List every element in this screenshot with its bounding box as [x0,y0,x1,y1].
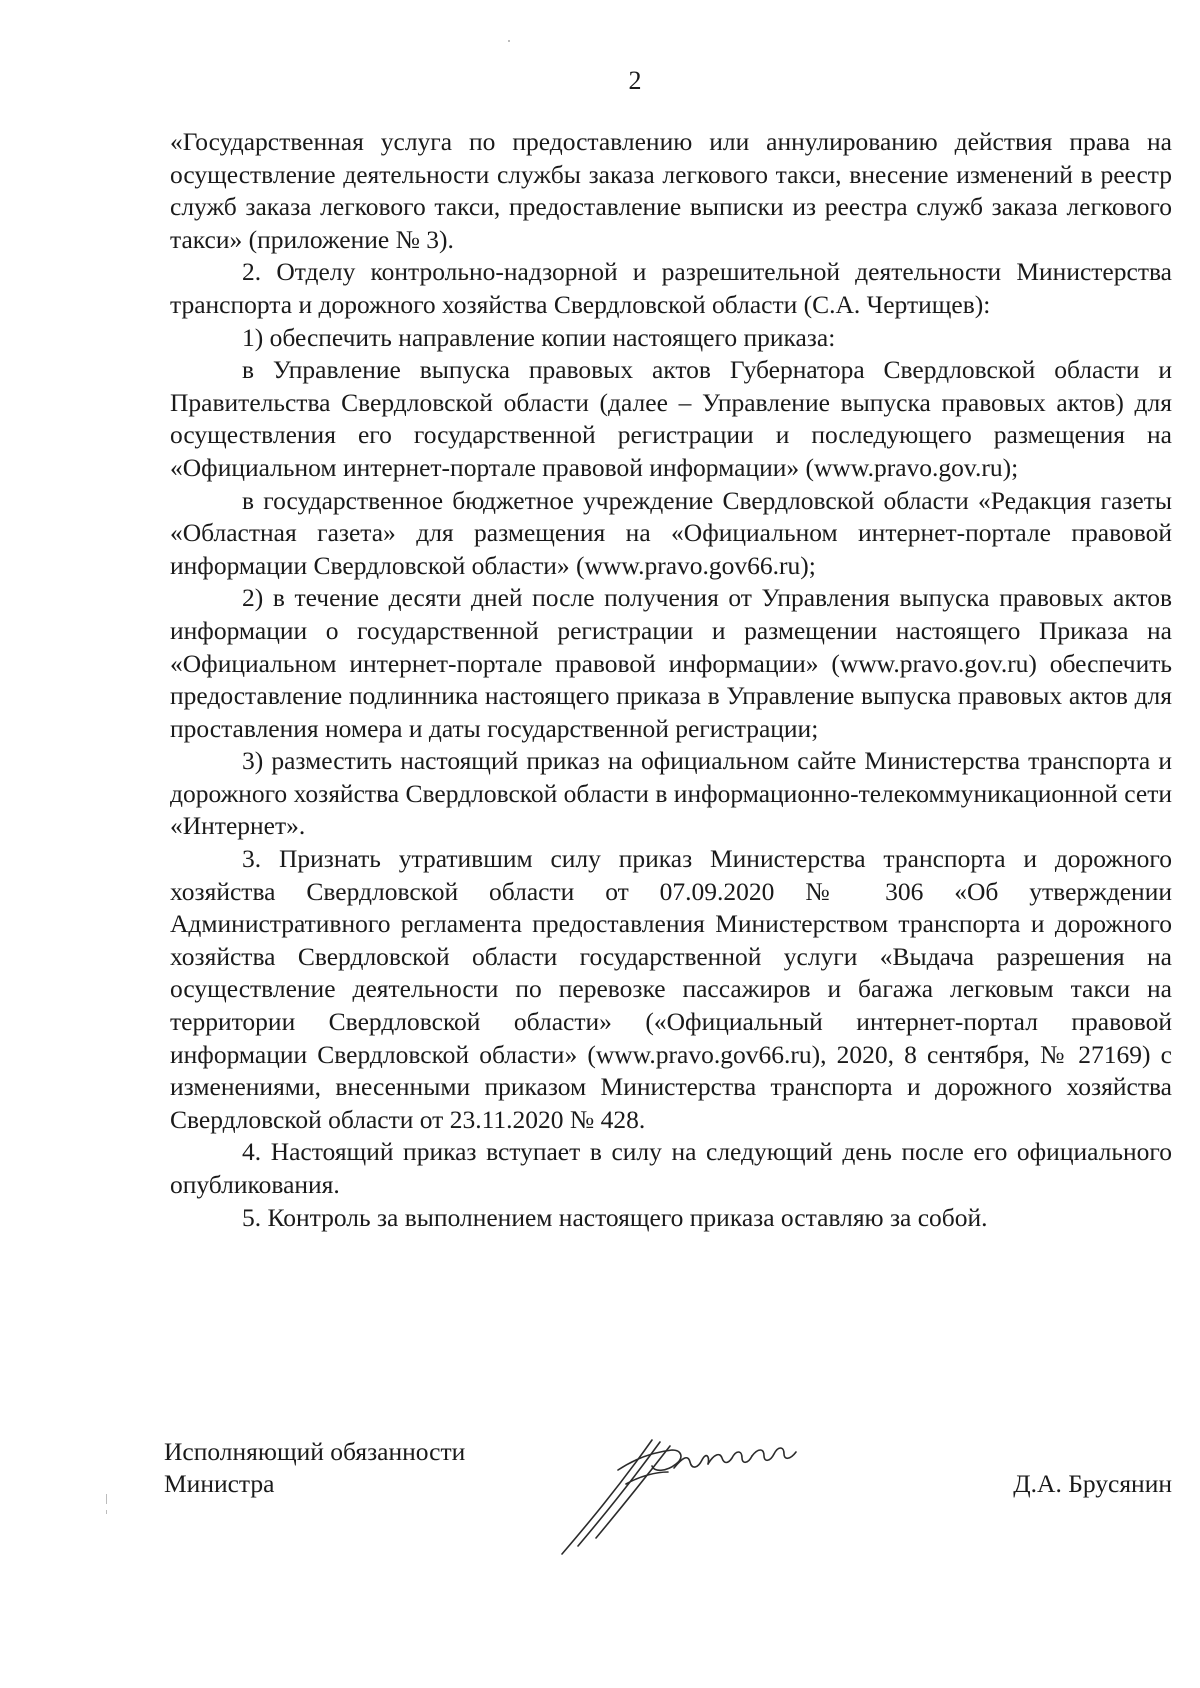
paragraph-item-3: 3. Признать утратившим силу приказ Министерства транспорта и дорожного хозяйства Свердловской области от 07.09.2020 № 306 «Об утверждении Административного регламента предоставления Министерством транспорта и дорожного хозяйства Свердловской области государственной услуги «Выдача разрешения на осуществление деятельности по перевозке пассажиров и багажа легковым такси на территории Свердловской области» («Официальный интернет-портал правовой информации Свердловской области» (www.pravo.gov66.ru), 2020, 8 сентября, № 27169) с изменениями, внесенными приказом Министерства транспорта и дорожного хозяйства Свердловской области от 23.11.2020 № 428. [170,844,1172,1134]
signer-position-line-1: Исполняющий обязанности [164,1437,466,1466]
paragraph-subitem-3: 3) разместить настоящий приказ на официальном сайте Министерства транспорта и дорожного хозяйства Свердловской области в информационно-телекоммуникационной сети «Интернет». [170,746,1172,841]
page-number: 2 [628,66,642,95]
scan-artifact-left-2 [106,1510,107,1514]
paragraph-item-5: 5. Контроль за выполнением настоящего приказа оставляю за собой. [242,1202,988,1232]
document-body [170,126,1172,1234]
paragraph-recipient-newspaper: в государственное бюджетное учреждение Свердловской области «Редакция газеты «Областная газета» для размещения на «Официальном интернет-портале правовой информации Свердловской области» (www.pravo.gov66.ru); [170,485,1172,580]
paragraph-service-title: «Государственная услуга по предоставлению или аннулированию действия права на осуществление деятельности службы заказа легкового такси, внесение изменений в реестр служб заказа легкового такси, предоставление выписки из реестра служб заказа легкового такси» (приложение № 3). [170,127,1172,254]
paragraph-item-4: 4. Настоящий приказ вступает в силу на следующий день после его официального опубликования. [170,1137,1172,1199]
paragraph-item-2: 2. Отделу контрольно-надзорной и разрешительной деятельности Министерства транспорта и дорожного хозяйства Свердловской области (С.А. Чертищев): [170,257,1172,319]
signer-position [164,1436,524,1500]
signature-block [164,1436,1172,1556]
paragraph-recipient-legal-acts: в Управление выпуска правовых актов Губернатора Свердловской области и Правительства Свердловской области (далее – Управление выпуска правовых актов) для осуществления его государственной регистрации и последующего размещения на «Официальном интернет-портале правовой информации» (www.pravo.gov.ru); [170,355,1172,482]
signer-position-line-2: Министра [164,1469,275,1498]
signer-name: Д.А. Брусянин [1013,1469,1172,1498]
paragraph-subitem-1: 1) обеспечить направление копии настоящего приказа: [242,322,836,352]
handwritten-signature [556,1428,826,1558]
scan-artifact-left [106,1494,107,1504]
scan-artifact-top [508,40,510,42]
paragraph-subitem-2: 2) в течение десяти дней после получения от Управления выпуска правовых актов информации о государственной регистрации и размещении настоящего Приказа на «Официальном интернет-портале правовой информации» (www.pravo.gov.ru) обеспечить предоставление подлинника настоящего приказа в Управление выпуска правовых актов для проставления номера и даты государственной регистрации; [170,583,1172,743]
